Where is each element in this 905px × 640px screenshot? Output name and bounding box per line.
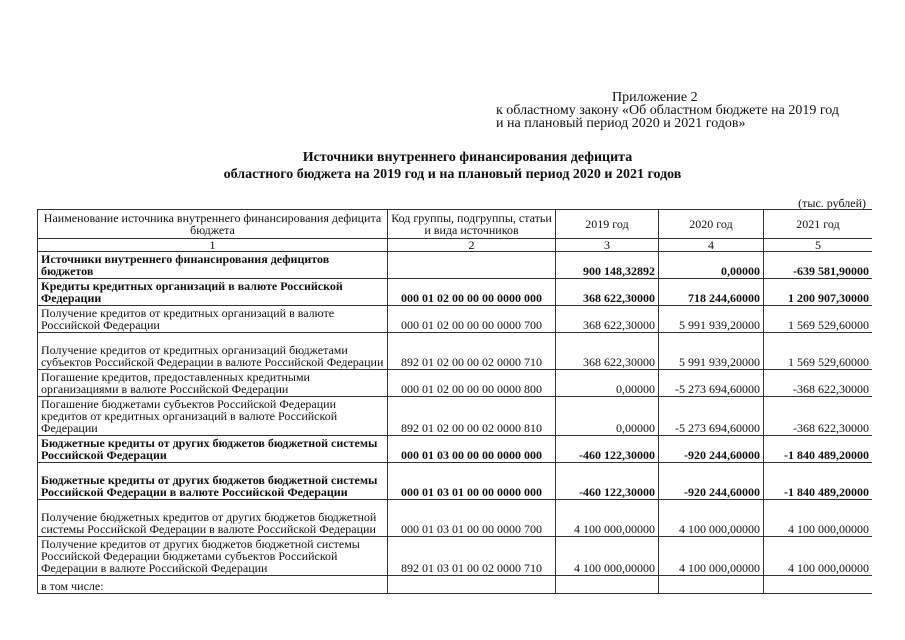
value-2021: -1 840 489,20000 [764, 436, 873, 463]
column-number: 4 [659, 239, 764, 252]
table-row [38, 500, 873, 537]
header-2020: 2020 год [659, 210, 764, 239]
table-row [38, 436, 873, 463]
title-line-2: областного бюджета на 2019 год и на плановый период 2020 и 2021 годов [223, 167, 682, 182]
table-row [38, 576, 873, 594]
table-row [38, 397, 873, 436]
document-title [0, 149, 905, 183]
row-code: 000 01 02 00 00 00 0000 800 [388, 370, 556, 397]
value-2020: -920 244,60000 [659, 436, 764, 463]
table-row [38, 306, 873, 333]
value-2021: -368 622,30000 [764, 397, 873, 436]
row-code [388, 252, 556, 279]
value-2019: 368 622,30000 [556, 333, 659, 370]
value-2019: -460 122,30000 [556, 463, 659, 500]
table-body [38, 252, 873, 594]
value-2021: 1 200 907,30000 [764, 279, 873, 306]
value-2019: 368 622,30000 [556, 306, 659, 333]
value-2019: 0,00000 [556, 370, 659, 397]
value-2020: -920 244,60000 [659, 463, 764, 500]
row-code [388, 576, 556, 594]
row-code: 000 01 02 00 00 00 0000 000 [388, 279, 556, 306]
value-2020: 5 991 939,20000 [659, 306, 764, 333]
row-code: 000 01 03 00 00 00 0000 000 [388, 436, 556, 463]
table-row [38, 537, 873, 576]
row-code: 000 01 03 01 00 00 0000 000 [388, 463, 556, 500]
header-code: Код группы, подгруппы, статьи и вида источников [388, 210, 556, 239]
table-container [37, 209, 872, 640]
table-row [38, 333, 873, 370]
column-number: 3 [556, 239, 659, 252]
value-2019: -460 122,30000 [556, 436, 659, 463]
column-number: 2 [388, 239, 556, 252]
value-2019: 0,00000 [556, 397, 659, 436]
row-name: Кредиты кредитных организаций в валюте Российской Федерации [38, 279, 388, 306]
appendix-period: и на плановый период 2020 и 2021 годов» [496, 116, 746, 131]
row-code: 892 01 03 01 00 02 0000 710 [388, 537, 556, 576]
value-2021: -368 622,30000 [764, 370, 873, 397]
value-2021: -639 581,90000 [764, 252, 873, 279]
value-2021: -1 840 489,20000 [764, 463, 873, 500]
value-2021 [764, 576, 873, 594]
row-name: Получение бюджетных кредитов от других бюджетов бюджетной системы Российской Федерации в валюте Российской Федерации [38, 500, 388, 537]
value-2020 [659, 576, 764, 594]
value-2019: 4 100 000,00000 [556, 500, 659, 537]
row-code: 892 01 02 00 00 02 0000 710 [388, 333, 556, 370]
row-code: 000 01 03 01 00 00 0000 700 [388, 500, 556, 537]
value-2019 [556, 576, 659, 594]
header-2021: 2021 год [764, 210, 873, 239]
value-2021: 4 100 000,00000 [764, 537, 873, 576]
row-name: Погашение бюджетами субъектов Российской Федерации кредитов от кредитных организаций в валюте Российской Федерации [38, 397, 388, 436]
row-name: Погашение кредитов, предоставленных кредитными организациями в валюте Российской Федерации [38, 370, 388, 397]
row-name: Получение кредитов от других бюджетов бюджетной системы Российской Федерации бюджетами субъектов Российской Федерации в валюте Российской Федерации [38, 537, 388, 576]
title-line-1: Источники внутреннего финансирования дефицита [302, 150, 633, 165]
row-name: Получение кредитов от кредитных организаций бюджетами субъектов Российской Федерации в валюте Российской Федерации [38, 333, 388, 370]
table-row [38, 252, 873, 279]
value-2020: 4 100 000,00000 [659, 500, 764, 537]
units-label: (тыс. рублей) [798, 196, 866, 210]
table-row [38, 279, 873, 306]
row-name: Бюджетные кредиты от других бюджетов бюджетной системы Российской Федерации в валюте Российской Федерации [38, 463, 388, 500]
row-code: 892 01 02 00 00 02 0000 810 [388, 397, 556, 436]
financing-sources-table [37, 209, 872, 594]
header-name: Наименование источника внутреннего финансирования дефицита бюджета [38, 210, 388, 239]
row-name: Бюджетные кредиты от других бюджетов бюджетной системы Российской Федерации [38, 436, 388, 463]
value-2020: 5 991 939,20000 [659, 333, 764, 370]
value-2020: 4 100 000,00000 [659, 537, 764, 576]
column-number-row [38, 239, 873, 252]
appendix-note [496, 91, 839, 130]
header-2019: 2019 год [556, 210, 659, 239]
appendix-number: Приложение 2 [612, 90, 698, 105]
value-2019: 368 622,30000 [556, 279, 659, 306]
value-2020: 718 244,60000 [659, 279, 764, 306]
value-2021: 1 569 529,60000 [764, 306, 873, 333]
row-name: в том числе: [38, 576, 388, 594]
row-code: 000 01 02 00 00 00 0000 700 [388, 306, 556, 333]
row-name: Источники внутреннего финансирования дефицитов бюджетов [38, 252, 388, 279]
header-row [38, 210, 873, 239]
column-number: 5 [764, 239, 873, 252]
value-2019: 900 148,32892 [556, 252, 659, 279]
table-row [38, 370, 873, 397]
value-2020: 0,00000 [659, 252, 764, 279]
value-2021: 4 100 000,00000 [764, 500, 873, 537]
table-row [38, 463, 873, 500]
value-2020: -5 273 694,60000 [659, 370, 764, 397]
value-2021: 1 569 529,60000 [764, 333, 873, 370]
value-2020: -5 273 694,60000 [659, 397, 764, 436]
value-2019: 4 100 000,00000 [556, 537, 659, 576]
appendix-law-reference: к областному закону «Об областном бюджете на 2019 год [496, 103, 839, 118]
column-number: 1 [38, 239, 388, 252]
row-name: Получение кредитов от кредитных организаций в валюте Российской Федерации [38, 306, 388, 333]
